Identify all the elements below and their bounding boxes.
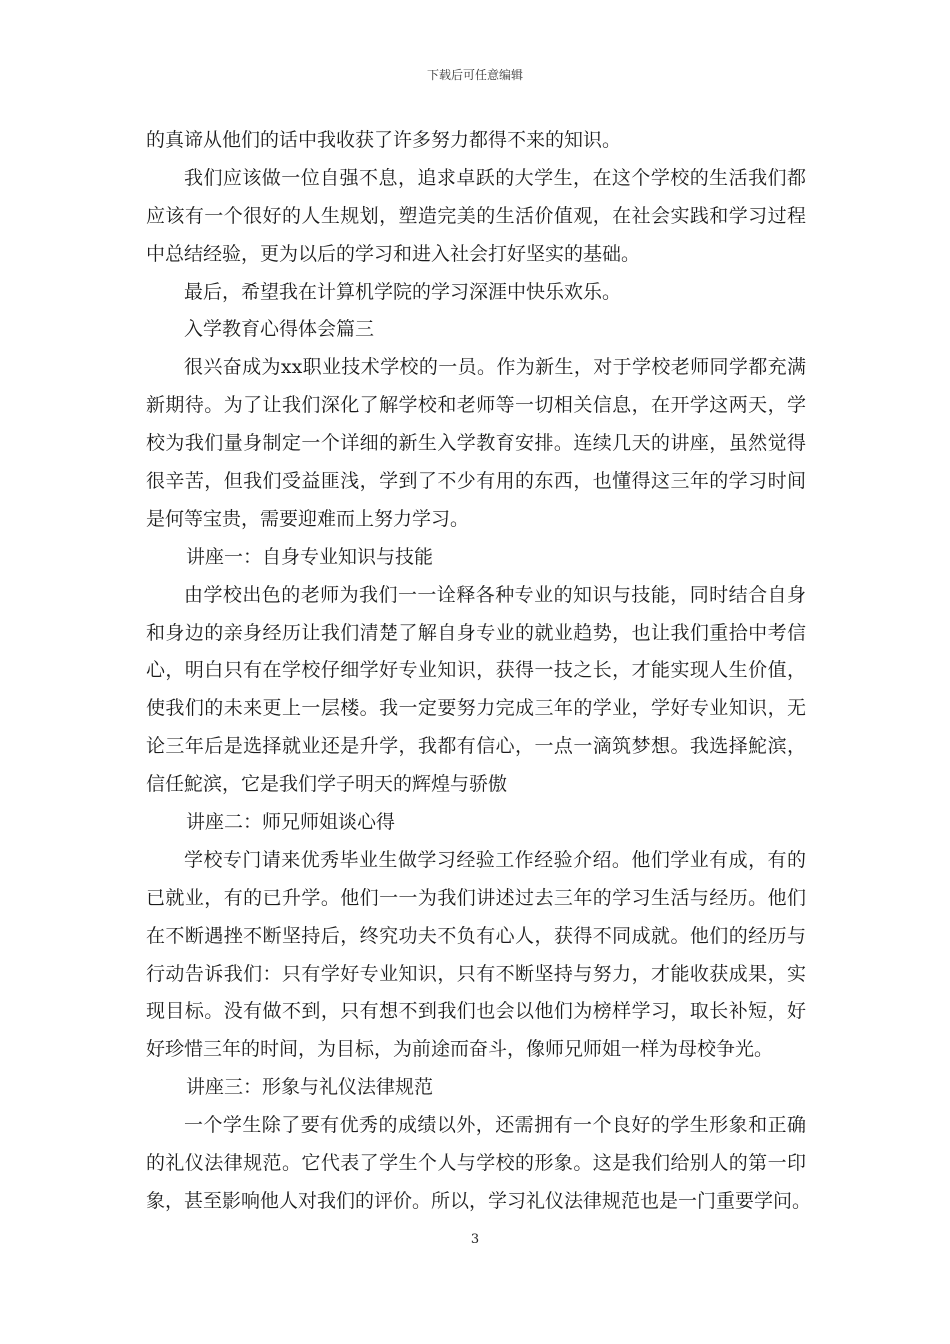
- text-line: 校为我们量身制定一个详细的新生入学教育安排。连续几天的讲座，虽然觉得: [146, 432, 806, 455]
- text-line: 由学校出色的老师为我们一一诠释各种专业的知识与技能，同时结合自身: [184, 583, 806, 606]
- page-number: 3: [470, 1232, 480, 1247]
- page-header: 下载后可任意编辑: [426, 68, 523, 82]
- text-line: 信任鮀滨，它是我们学子明天的辉煌与骄傲: [146, 773, 508, 796]
- text-line: 现目标。没有做不到，只有想不到我们也会以他们为榜样学习，取长补短，好: [146, 1000, 806, 1023]
- section-heading: 讲座二：师兄师姐谈心得: [186, 811, 396, 834]
- text-line: 象，甚至影响他人对我们的评价。所以，学习礼仪法律规范也是一门重要学问。: [146, 1189, 812, 1212]
- document-body: [146, 122, 812, 1221]
- text-line: 是何等宝贵，需要迎难而上努力学习。: [146, 507, 470, 530]
- section-heading: 入学教育心得体会篇三: [184, 318, 375, 341]
- text-line: 很兴奋成为xx职业技术学校的一员。作为新生，对于学校老师同学都充满: [184, 356, 806, 379]
- text-line: 中总结经验，更为以后的学习和进入社会打好坚实的基础。: [146, 242, 641, 265]
- text-line: 应该有一个很好的人生规划，塑造完美的生活价值观，在社会实践和学习过程: [146, 204, 806, 227]
- text-line: 已就业，有的已升学。他们一一为我们讲述过去三年的学习生活与经历。他们: [146, 886, 806, 909]
- text-line: 我们应该做一位自强不息，追求卓跃的大学生，在这个学校的生活我们都: [184, 166, 806, 189]
- text-line: 新期待。为了让我们深化了解学校和老师等一切相关信息，在开学这两天，学: [146, 394, 806, 417]
- text-line: 好珍惜三年的时间，为目标，为前途而奋斗，像师兄师姐一样为母校争光。: [146, 1038, 774, 1061]
- text-line: 很辛苦，但我们受益匪浅，学到了不少有用的东西，也懂得这三年的学习时间: [146, 470, 806, 493]
- text-line: 行动告诉我们：只有学好专业知识，只有不断坚持与努力，才能收获成果，实: [146, 962, 806, 985]
- section-heading: 讲座一：自身专业知识与技能: [186, 545, 434, 568]
- text-line: 一个学生除了要有优秀的成绩以外，还需拥有一个良好的学生形象和正确: [184, 1114, 806, 1137]
- text-line: 在不断遇挫不断坚持后，终究功夫不负有心人，获得不同成就。他们的经历与: [146, 924, 806, 947]
- text-line: 学校专门请来优秀毕业生做学习经验工作经验介绍。他们学业有成，有的: [184, 848, 806, 871]
- text-line: 的真谛从他们的话中我收获了许多努力都得不来的知识。: [146, 129, 622, 151]
- text-line: 论三年后是选择就业还是升学，我都有信心，一点一滴筑梦想。我选择鮀滨，: [146, 735, 806, 758]
- text-line: 心，明白只有在学校仔细学好专业知识，获得一技之长，才能实现人生价值，: [146, 659, 806, 682]
- text-line: 的礼仪法律规范。它代表了学生个人与学校的形象。这是我们给别人的第一印: [146, 1152, 806, 1175]
- text-line: 和身边的亲身经历让我们清楚了解自身专业的就业趋势，也让我们重拾中考信: [146, 621, 806, 644]
- section-heading: 讲座三：形象与礼仪法律规范: [186, 1076, 434, 1099]
- text-line: 使我们的未来更上一层楼。我一定要努力完成三年的学业，学好专业知识，无: [146, 697, 806, 720]
- text-line: 最后，希望我在计算机学院的学习深涯中快乐欢乐。: [184, 280, 622, 303]
